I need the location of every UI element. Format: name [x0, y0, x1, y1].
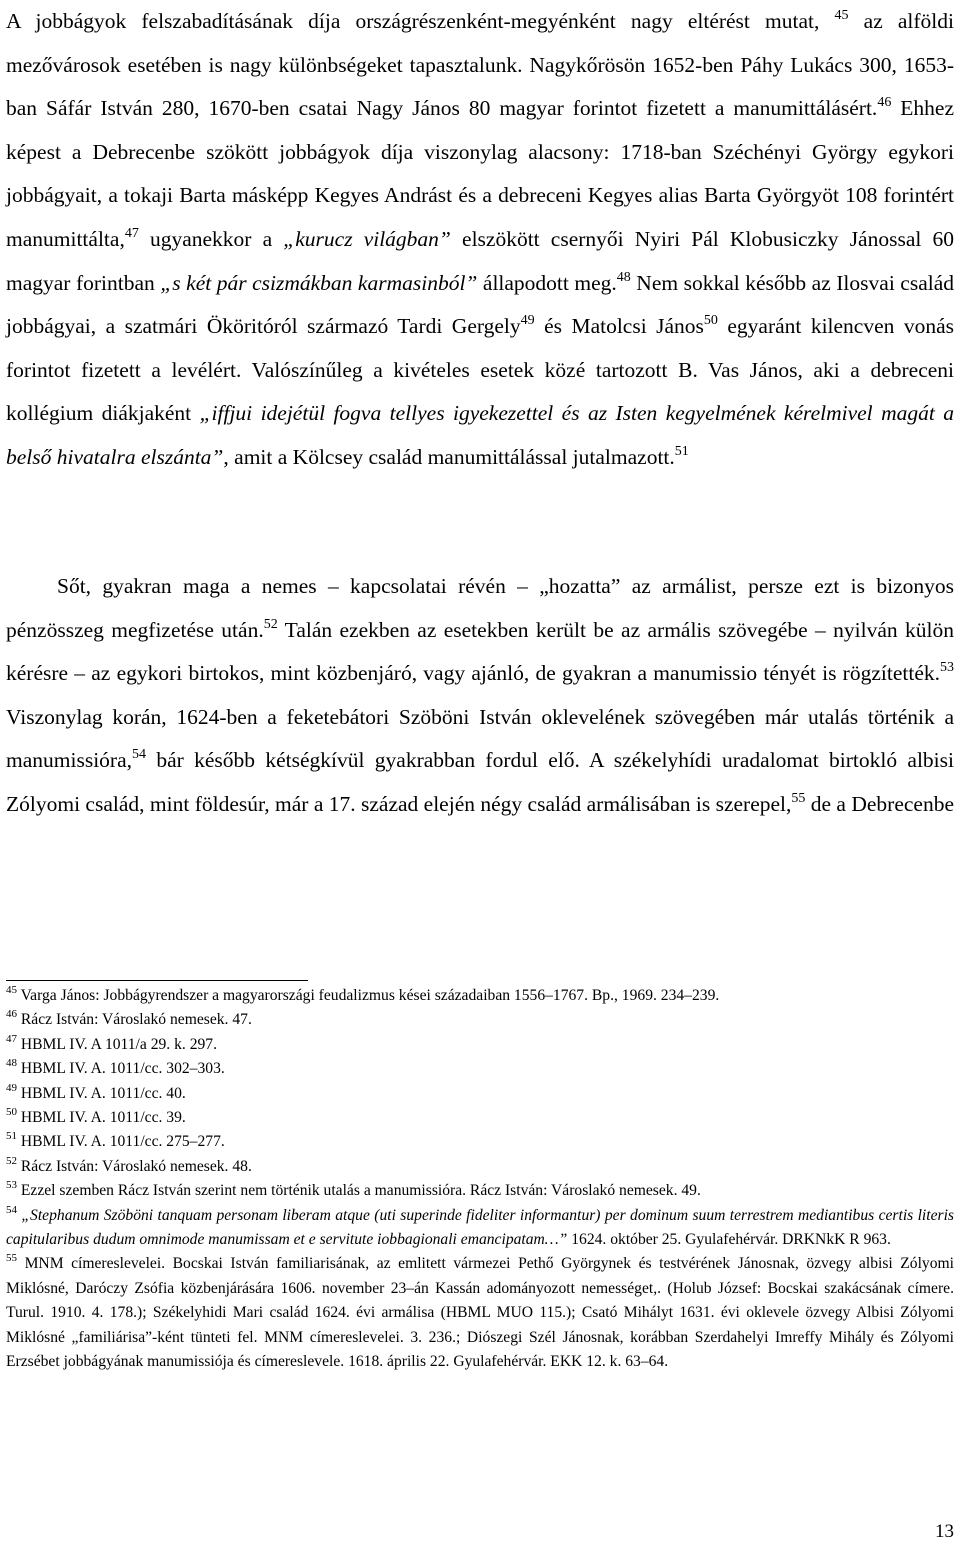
footnote-number: 49: [6, 1081, 17, 1094]
page-number: 13: [935, 1521, 954, 1542]
footnote-number: 54: [6, 1203, 17, 1216]
footnote-51: [6, 1130, 954, 1154]
footnote-ref-52[interactable]: 52: [263, 616, 278, 632]
text-run: Nem sokkal később az Ilosvai család jobbágyai, a szatmári Ököritóról származó Tardi Gergely: [6, 270, 955, 339]
footnote-54: [6, 1204, 954, 1253]
footnote-52: [6, 1155, 954, 1179]
footnote-number: 53: [6, 1179, 17, 1192]
footnote-ref-46[interactable]: 46: [877, 95, 892, 111]
footnote-47: [6, 1033, 954, 1057]
footnote-text: Ezzel szemben Rácz István szerint nem történik utalás a manumissióra. Rácz István: Városlakó nemesek. 49.: [17, 1182, 701, 1200]
text-run: állapodott meg.: [477, 270, 617, 295]
footnote-55: [6, 1252, 954, 1374]
footnote-text: Varga János: Jobbágyrendszer a magyarországi feudalizmus kései századaiban 1556–1767. Bp., 1969. 234–239.: [17, 987, 720, 1004]
text-run: az alföldi mezővárosok esetében is nagy különbségeket tapasztalunk. Nagykőrösön 1652-ben Páhy Lukács 300, 1653-ban Sáfár István 280, 1670-ben csatai Nagy János 80 magyar forintot fizetett a manumittálásért.: [6, 9, 954, 121]
footnotes: [6, 984, 954, 1375]
footnote-48: [6, 1057, 954, 1081]
footnote-text: 1624. október 25. Gyulafehérvár. DRKNkK R 963.: [567, 1231, 891, 1249]
footnote-text: Rácz István: Városlakó nemesek. 48.: [17, 1157, 252, 1175]
text-run: Viszonylag korán, 1624-ben a feketebátori Szöböni István oklevelének szövegében már utalás történik a manumissióra,: [6, 704, 954, 773]
text-run: Ehhez képest a Debrecenbe szökött jobbágyok díja viszonylag alacsony: 1718-ban Széchényi György egykori jobbágyait, a tokaji Barta másképp Kegyes Andrást és a debreceni Kegyes alias Barta Györgyöt 108 forintért manumittálta,: [6, 96, 955, 251]
footnote-number: 51: [6, 1130, 17, 1143]
quote-italic: „kurucz világban”: [283, 226, 451, 251]
text-run: A jobbágyok felszabadításának díja országrészenként-megyénként nagy eltérést mutat,: [6, 9, 835, 33]
text-run: bár később kétségkívül gyakrabban fordul elő. A székelyhídi uradalomat birtokló albisi Zólyomi család, mint földesúr, már a 17. század elején négy család armálisában is szerepel,: [6, 748, 954, 816]
body-paragraph-2: [6, 565, 954, 827]
footnote-number: 50: [6, 1106, 17, 1119]
footnote-45: [6, 984, 954, 1008]
footnote-number: 52: [6, 1154, 17, 1167]
footnote-text: HBML IV. A 1011/a 29. k. 297.: [17, 1035, 217, 1053]
text-run: Talán ezekben az esetekben került be az armális szövegébe – nyilván külön kérésre – az egykori birtokos, mint közbenjáró, vagy ajánló, de gyakran a manumissio tényét is rögzítették.: [6, 617, 954, 686]
footnote-ref-54[interactable]: 54: [132, 747, 146, 763]
footnote-ref-45[interactable]: 45: [834, 8, 849, 23]
text-run: , amit a Kölcsey család manumittálással jutalmazott.: [223, 444, 675, 469]
footnote-ref-55[interactable]: 55: [791, 790, 806, 806]
body-paragraph-1: [6, 0, 954, 480]
footnote-ref-50[interactable]: 50: [703, 313, 718, 329]
footnote-number: 55: [6, 1252, 17, 1265]
text-run: és Matolcsi János: [534, 314, 704, 339]
footnote-quote-italic: „Stephanum Szöböni tanquam personam liberam atque (uti superinde fideliter informantur) per dominum suum terrestrem mediantibus certis literis capitularibus dudum omnimode manumissam et e servitute iobbagionali emancipatam…”: [6, 1206, 954, 1249]
footnote-53: [6, 1179, 954, 1203]
footnote-separator: [6, 980, 308, 981]
footnote-text: HBML IV. A. 1011/cc. 302–303.: [17, 1060, 225, 1078]
footnote-49: [6, 1082, 954, 1106]
footnote-text: MNM címereslevelei. Bocskai István familiarisának, az emlitett vármezei Pethő Györgynek és testvérének Jánosnak, özvegy albisi Zólyomi Miklósné, Daróczy Zsófia közbenjárására 1606. november 23–án Kassán adományozott nemességet,. (Holub József: Bocskai szakácsának címere. Turul. 1910. 4. 178.); Székelyhidi Mari család 1624. évi armálisa (HBML MUO 115.); Csató Mihályt 1631. évi oklevele özvegy Albisi Zólyomi Miklósné „familiárisa”-ként tünteti fel. MNM címereslevelei. 3. 236.; Diószegi Szél Jánosnak, korábban Szerdahelyi Imreffy Mihály és Zólyomi Erzsébet jobbágyának manumissiója és címereslevele. 1618. április 22. Gyulafehérvár. EKK 12. k. 63–64.: [6, 1255, 954, 1371]
footnote-ref-51[interactable]: 51: [674, 443, 689, 459]
footnote-50: [6, 1106, 954, 1130]
footnote-text: HBML IV. A. 1011/cc. 39.: [17, 1109, 186, 1127]
text-run: elszökött csernyői Nyiri Pál Klobusiczky Jánossal 60 magyar forintban: [6, 226, 954, 295]
footnote-ref-53[interactable]: 53: [940, 660, 954, 676]
footnote-46: [6, 1008, 954, 1032]
quote-italic: „s két pár csizmákban karmasinból”: [160, 270, 478, 295]
text-run: Sőt, gyakran maga a nemes – kapcsolatai révén – „hozatta” az armálist, persze ezt is bizonyos pénzösszeg megfizetése után.: [6, 574, 954, 642]
footnote-number: 45: [6, 984, 17, 996]
footnote-text: HBML IV. A. 1011/cc. 40.: [17, 1084, 186, 1102]
footnote-text: Rácz István: Városlakó nemesek. 47.: [17, 1011, 252, 1029]
footnote-number: 46: [6, 1008, 17, 1021]
footnote-ref-49[interactable]: 49: [520, 313, 535, 329]
text-run: egyaránt kilencven vonás forintot fizetett a levélért. Valószínűleg a kivételes esetek közé tartozott B. Vas János, aki a debreceni kollégium diákjaként: [6, 314, 954, 426]
footnote-text: HBML IV. A. 1011/cc. 275–277.: [17, 1133, 225, 1151]
text-run: de a Debrecenbe: [805, 791, 955, 816]
footnote-ref-47[interactable]: 47: [124, 225, 139, 241]
footnote-number: 47: [6, 1032, 17, 1045]
quote-italic: „iffjui idejétül fogva tellyes igyekezettel és az Isten kegyelmének kérelmivel magát a belső hivatalra elszánta”: [6, 401, 954, 469]
footnote-number: 48: [6, 1057, 17, 1070]
text-run: ugyanekkor a: [138, 226, 284, 251]
footnote-ref-48[interactable]: 48: [616, 269, 631, 285]
